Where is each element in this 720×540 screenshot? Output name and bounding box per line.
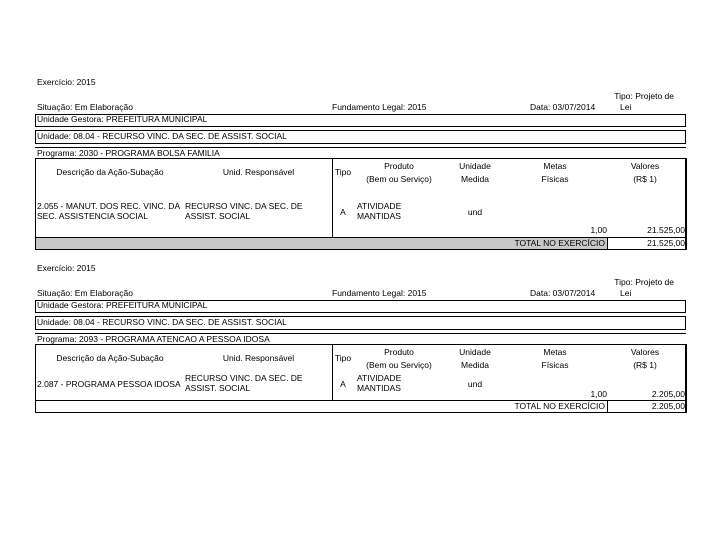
row-unidade: und: [467, 379, 483, 389]
total-label: TOTAL NO EXERCÍCIO: [514, 238, 605, 248]
row-produto: ATIVIDADE MANTIDAS: [357, 201, 402, 221]
header-metas-2: Físicas: [541, 174, 569, 184]
row-metas: 1,00: [590, 389, 607, 399]
row-metas: 1,00: [590, 225, 607, 235]
row-produto: ATIVIDADE MANTIDAS: [357, 373, 402, 393]
header-tipo: Tipo: [334, 353, 352, 363]
data-label: Data: 03/07/2014: [530, 102, 596, 112]
total-label: TOTAL NO EXERCÍCIO: [514, 401, 605, 411]
header-descricao: Descrição da Ação-Subação: [56, 167, 164, 177]
situacao-label: Situação: Em Elaboração: [37, 102, 133, 112]
header-unidade-1: Unidade: [459, 347, 491, 357]
total-value: 2.205,00: [651, 401, 685, 411]
header-unid-responsavel: Unid. Responsável: [222, 167, 295, 177]
programa: Programa: 2093 - PROGRAMA ATENCAO A PESSOA IDOSA: [37, 334, 270, 344]
unidade-gestora: Unidade Gestora: PREFEITURA MUNICIPAL: [37, 300, 208, 310]
row-tipo: A: [340, 379, 346, 389]
total-value: 21.525,00: [647, 238, 685, 248]
header-metas-1: Metas: [543, 347, 567, 357]
header-valores-1: Valores: [630, 347, 660, 357]
row-unid-responsavel: RECURSO VINC. DA SEC. DE ASSIST. SOCIAL: [185, 373, 303, 393]
header-valores-1: Valores: [630, 161, 660, 171]
row-valor: 2.205,00: [651, 389, 685, 399]
tipo-line-1: Tipo: Projeto de: [614, 91, 674, 101]
programa: Programa: 2030 - PROGRAMA BOLSA FAMILIA: [37, 148, 220, 158]
unidade: Unidade: 08.04 - RECURSO VINC. DA SEC. DE ASSIST. SOCIAL: [37, 317, 287, 327]
header-valores-2: (R$ 1): [633, 174, 657, 184]
data-label: Data: 03/07/2014: [530, 288, 596, 298]
row-unidade: und: [467, 207, 483, 217]
header-produto-2: (Bem ou Serviço): [366, 360, 432, 370]
row-descricao: 2.087 - PROGRAMA PESSOA IDOSA: [37, 379, 181, 389]
fundamento-legal: Fundamento Legal: 2015: [332, 288, 427, 298]
header-tipo: Tipo: [334, 167, 352, 177]
tipo-line-2: Lei: [620, 288, 632, 298]
header-unid-responsavel: Unid. Responsável: [222, 353, 295, 363]
fundamento-legal: Fundamento Legal: 2015: [332, 102, 427, 112]
header-unidade-2: Medida: [461, 174, 489, 184]
header-metas-2: Físicas: [541, 360, 569, 370]
header-produto-2: (Bem ou Serviço): [366, 174, 432, 184]
row-tipo: A: [340, 207, 346, 217]
header-metas-1: Metas: [543, 161, 567, 171]
unidade: Unidade: 08.04 - RECURSO VINC. DA SEC. DE ASSIST. SOCIAL: [37, 131, 287, 141]
header-produto-1: Produto: [384, 347, 414, 357]
report-section-1: [35, 78, 686, 262]
header-valores-2: (R$ 1): [633, 360, 657, 370]
tipo-line-1: Tipo: Projeto de: [614, 277, 674, 287]
header-descricao: Descrição da Ação-Subação: [56, 353, 164, 363]
header-produto-1: Produto: [384, 161, 414, 171]
situacao-label: Situação: Em Elaboração: [37, 288, 133, 298]
exercicio-label: Exercício: 2015: [37, 263, 96, 273]
tipo-line-2: Lei: [620, 102, 632, 112]
row-unid-responsavel: RECURSO VINC. DA SEC. DE ASSIST. SOCIAL: [185, 201, 303, 221]
header-unidade-1: Unidade: [459, 161, 491, 171]
exercicio-label: Exercício: 2015: [37, 77, 96, 87]
row-valor: 21.525,00: [647, 225, 685, 235]
header-unidade-2: Medida: [461, 360, 489, 370]
unidade-gestora: Unidade Gestora: PREFEITURA MUNICIPAL: [37, 114, 208, 124]
row-descricao: 2.055 - MANUT. DOS REC. VINC. DA SEC. ASSISTENCIA SOCIAL: [37, 201, 180, 221]
report-section-2: [35, 264, 686, 448]
